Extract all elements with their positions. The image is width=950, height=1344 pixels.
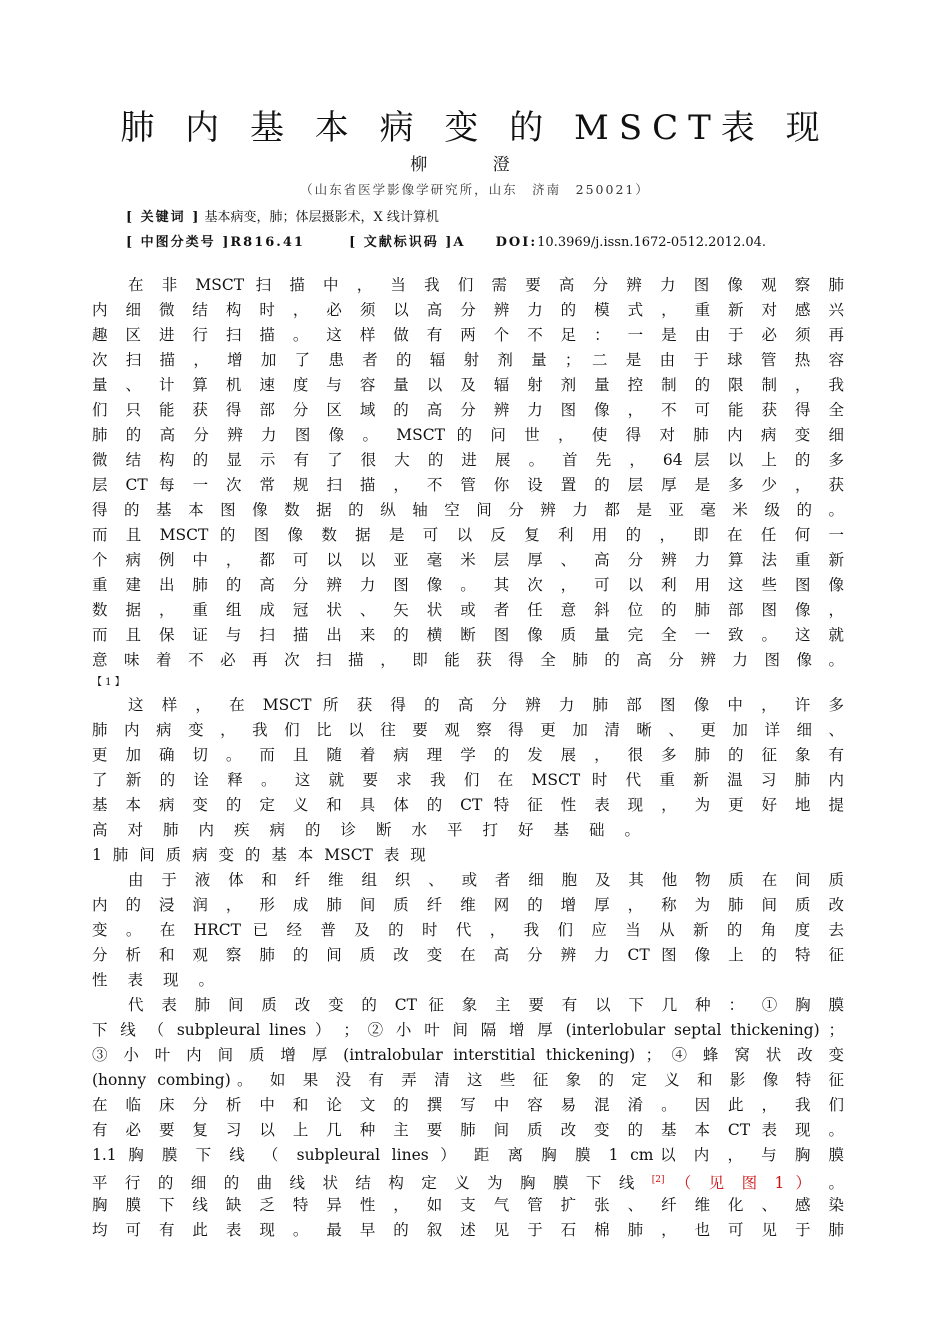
text-line: 重 建 出 肺 的 高 分 辨 力 图 像 。 其 次 ， 可 以 利 用 这 些 图 像 [92,576,844,594]
text-span: 平 行 的 细 的 曲 线 状 结 构 定 义 为 胸 膜 下 线 [92,1174,641,1193]
text-line: 在 临 床 分 析 中 和 论 文 的 撰 写 中 容 易 混 淆 。 因 此 ， 我 们 [92,1096,844,1114]
text-line: 性表现。 [92,971,235,989]
author-affiliation: （山东省医学影像学研究所，山东 济南 250021） [300,182,650,197]
text-line: 数 据 ， 重 组 成 冠 状 、 矢 状 或 者 任 意 斜 位 的 肺 部 图 像 ， [92,601,844,619]
text-line: 微 结 构 的 显 示 有 了 很 大 的 进 展 。 首 先 ， 64 层 以 上 的 多 [92,451,844,469]
text-line: ③ 小 叶 内 间 质 增 厚 (intralobular interstitial thickening) ； ④ 蜂 窝 状 改 变 [92,1046,844,1064]
text-line: 个 病 例 中 ， 都 可 以 以 亚 毫 米 层 厚 、 高 分 辨 力 算 法 重 新 [92,551,844,569]
text-line: 均 可 有 此 表 现 。 最 早 的 叙 述 见 于 石 棉 肺 ， 也 可 见 于 肺 [92,1221,844,1239]
text-line: 了 新 的 诠 释 。 这 就 要 求 我 们 在 MSCT 时 代 重 新 温 习 肺 内 [92,771,844,789]
text-line-with-figure-ref [92,1168,844,1193]
clc-code: R816.41 [230,235,305,250]
section-heading: 1 肺 间 质 病 变 的 基 本 MSCT 表 现 [92,846,426,864]
text-line: 内 细 微 结 构 时 ， 必 须 以 高 分 辨 力 的 模 式 ， 重 新 对 感 兴 [92,301,844,319]
text-line: 们 只 能 获 得 部 分 区 域 的 高 分 辨 力 图 像 ， 不 可 能 获 得 全 [92,401,844,419]
keywords-label: [ 关键词 ] [126,210,201,225]
text-line: 由 于 液 体 和 纤 维 组 织 、 或 者 细 胞 及 其 他 物 质 在 间 质 [128,871,844,889]
reference-marker: 【 1 】 [92,677,125,688]
doc-id-code: A [453,235,466,250]
body-text [92,273,844,1243]
clc-label: [ 中图分类号 ] [126,235,231,250]
keywords-line [126,206,439,225]
doc-id-label: [ 文献标识码 ] [349,235,454,250]
text-line: 趣 区 进 行 扫 描 。 这 样 做 有 两 个 不 足 ： 一 是 由 于 必 须 再 [92,326,844,344]
text-line: 胸 膜 下 线 缺 乏 特 异 性 ， 如 支 气 管 扩 张 、 纤 维 化 、 感 染 [92,1196,844,1214]
text-line: 变 。 在 HRCT 已 经 普 及 的 时 代 ， 我 们 应 当 从 新 的 角 度 去 [92,921,844,939]
text-line: 量 、 计 算 机 速 度 与 容 量 以 及 辐 射 剂 量 控 制 的 限 制 ， 我 [92,376,844,394]
text-line: 内 的 浸 润 ， 形 成 肺 间 质 纤 维 网 的 增 厚 ， 称 为 肺 间 质 改 [92,896,844,914]
text-line: 意 味 着 不 必 再 次 扫 描 ， 即 能 获 得 全 肺 的 高 分 辨 力 图 像 。 [92,651,844,669]
text-span: 。 [828,1174,844,1193]
author-name: 柳 澄 [410,155,540,175]
text-line: 而 且 MSCT 的 图 像 数 据 是 可 以 反 复 利 用 的 ， 即 在 任 何 一 [92,526,844,544]
text-line: 代 表 肺 间 质 改 变 的 CT 征 象 主 要 有 以 下 几 种 ： ① 胸 膜 [128,996,844,1014]
text-line: 在 非 MSCT 扫 描 中 ， 当 我 们 需 要 高 分 辨 力 图 像 观 察 肺 [128,276,844,294]
text-line: 肺 的 高 分 辨 力 图 像 。 MSCT 的 问 世 ， 使 得 对 肺 内 病 变 细 [92,426,844,444]
text-line: 得 的 基 本 图 像 数 据 的 纵 轴 空 间 分 辨 力 都 是 亚 毫 米 级 的 。 [92,501,844,519]
text-line: 次 扫 描 ， 增 加 了 患 者 的 辐 射 剂 量 ； 二 是 由 于 球 管 热 容 [92,351,844,369]
text-line: 基 本 病 变 的 定 义 和 具 体 的 CT 特 征 性 表 现 ， 为 更 好 地 提 [92,796,845,814]
text-line: 有 必 要 复 习 以 上 几 种 主 要 肺 间 质 改 变 的 基 本 CT 表 现 。 [92,1121,845,1139]
text-line: 这 样 ， 在 MSCT 所 获 得 的 高 分 辨 力 肺 部 图 像 中 ， 许 多 [128,696,844,714]
text-line: 更 加 确 切 。 而 且 随 着 病 理 学 的 发 展 ， 很 多 肺 的 征 象 有 [92,746,844,764]
subsection-heading-line: 1.1 胸 膜 下 线 （ subpleural lines ） 距 离 胸 膜 1 cm以 内 ， 与 胸 膜 [92,1146,844,1164]
keywords-text: 基本病变，肺；体层摄影术，X 线计算机 [204,210,439,225]
text-line: 层 CT 每 一 次 常 规 扫 描 ， 不 管 你 设 置 的 层 厚 是 多 少 ， 获 [92,476,845,494]
text-line: (honny combing)。 如 果 没 有 弄 清 这 些 征 象 的 定 义 和 影 像 特 征 [92,1071,844,1089]
doi-value: 10.3969/j.issn.1672-0512.2012.04. [537,235,767,250]
text-line: 下 线 （ subpleural lines ） ； ② 小 叶 间 隔 增 厚 (interlobular septal thickening) ； [92,1021,844,1039]
text-line: 分 析 和 观 察 肺 的 间 质 改 变 在 高 分 辨 力 CT 图 像 上 的 特 征 [92,946,845,964]
figure-reference-link[interactable]: （ 见 图 1 ） [675,1174,818,1193]
paper-title: 肺 内 基 本 病 变 的 MSCT表 现 [120,108,830,148]
doi-label: DOI: [495,235,538,250]
citation-marker: [2] [651,1175,665,1185]
text-line: 高对肺内疾病的诊断水平打好基础。 [92,821,661,839]
text-line: 肺 内 病 变 ， 我 们 比 以 往 要 观 察 得 更 加 清 晰 、 更 加 详 细 、 [92,721,844,739]
text-line: 而 且 保 证 与 扫 描 出 来 的 横 断 图 像 质 量 完 全 一 致 。 这 就 [92,626,844,644]
classification-line [126,231,766,250]
